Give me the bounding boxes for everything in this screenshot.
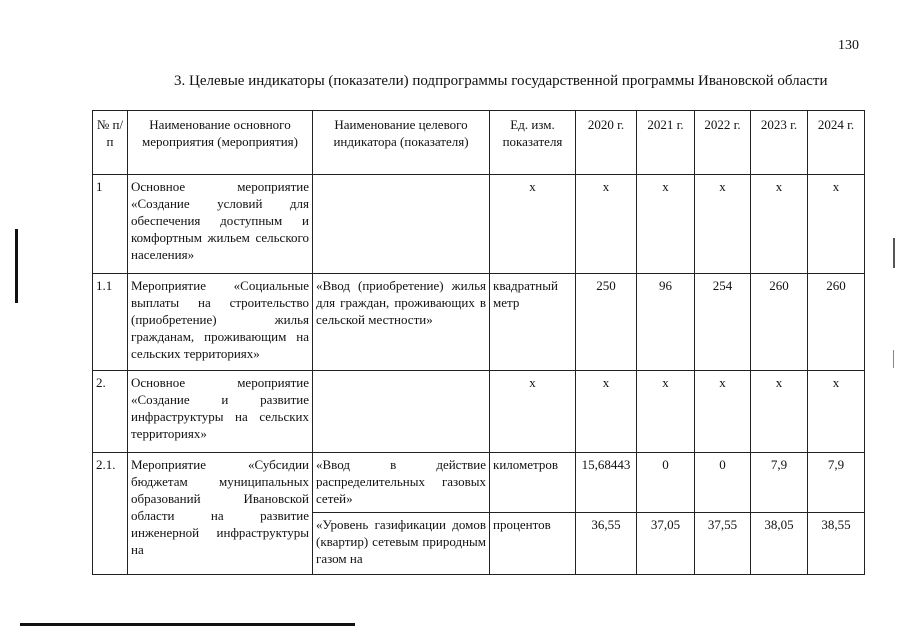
row-value-2020: 36,55 [576, 513, 637, 575]
row-value-2020: х [576, 371, 637, 453]
header-2023: 2023 г. [751, 111, 808, 175]
row-value-2024: 38,55 [808, 513, 865, 575]
header-2024: 2024 г. [808, 111, 865, 175]
row-value-2022: 254 [695, 274, 751, 371]
row-unit: х [490, 371, 576, 453]
row-value-2021: 37,05 [637, 513, 695, 575]
row-indicator: «Ввод в действие распределительных газовых сетей» [313, 453, 490, 513]
table-row [93, 371, 865, 453]
row-unit: квадратный метр [490, 274, 576, 371]
header-2020: 2020 г. [576, 111, 637, 175]
scan-margin-mark-right [893, 238, 895, 268]
row-indicator: «Уровень газификации домов (квартир) сетевым природным газом на [313, 513, 490, 575]
row-num: 1.1 [93, 274, 128, 371]
row-value-2021: х [637, 371, 695, 453]
table-row [93, 175, 865, 274]
header-2021: 2021 г. [637, 111, 695, 175]
row-value-2024: 7,9 [808, 453, 865, 513]
row-value-2023: х [751, 371, 808, 453]
row-value-2021: 96 [637, 274, 695, 371]
row-event: Основное мероприятие «Создание и развитие инфраструктуры на сельских территориях» [128, 371, 313, 453]
scan-margin-mark-right-lower [893, 350, 894, 368]
row-value-2020: х [576, 175, 637, 274]
row-value-2024: х [808, 371, 865, 453]
row-value-2023: 260 [751, 274, 808, 371]
row-num: 2.1. [93, 453, 128, 575]
row-value-2023: 7,9 [751, 453, 808, 513]
row-value-2022: х [695, 175, 751, 274]
header-indicator: Наименование целевого индикатора (показателя) [313, 111, 490, 175]
page-number: 130 [838, 38, 859, 53]
row-value-2024: 260 [808, 274, 865, 371]
scan-margin-mark-left [15, 229, 18, 303]
row-indicator [313, 371, 490, 453]
row-num: 2. [93, 371, 128, 453]
row-indicator [313, 175, 490, 274]
row-indicator: «Ввод (приобретение) жилья для граждан, проживающих в сельской местности» [313, 274, 490, 371]
row-value-2023: х [751, 175, 808, 274]
row-value-2023: 38,05 [751, 513, 808, 575]
table-row [93, 274, 865, 371]
header-unit: Ед. изм. показателя [490, 111, 576, 175]
row-value-2022: 37,55 [695, 513, 751, 575]
row-event: Мероприятие «Социальные выплаты на строительство (приобретение) жилья гражданам, проживающим на сельских территориях» [128, 274, 313, 371]
header-event: Наименование основного мероприятия (мероприятия) [128, 111, 313, 175]
row-value-2022: 0 [695, 453, 751, 513]
row-num: 1 [93, 175, 128, 274]
row-event: Основное мероприятие «Создание условий для обеспечения доступным и комфортным жильем сельского населения» [128, 175, 313, 274]
row-unit: процентов [490, 513, 576, 575]
row-value-2020: 250 [576, 274, 637, 371]
table-row [93, 453, 865, 513]
table-header-row [93, 111, 865, 175]
row-value-2022: х [695, 371, 751, 453]
row-value-2021: 0 [637, 453, 695, 513]
header-2022: 2022 г. [695, 111, 751, 175]
header-num: № п/п [93, 111, 128, 175]
row-unit: километров [490, 453, 576, 513]
row-event: Мероприятие «Субсидии бюджетам муниципальных образований Ивановской области на развитие инженерной инфраструктуры на [128, 453, 313, 575]
footnote-separator-line [20, 623, 355, 626]
row-value-2020: 15,68443 [576, 453, 637, 513]
row-value-2024: х [808, 175, 865, 274]
section-title: 3. Целевые индикаторы (показатели) подпрограммы государственной программы Ивановской области [174, 73, 828, 89]
row-value-2021: х [637, 175, 695, 274]
row-unit: х [490, 175, 576, 274]
indicators-table [92, 110, 865, 575]
